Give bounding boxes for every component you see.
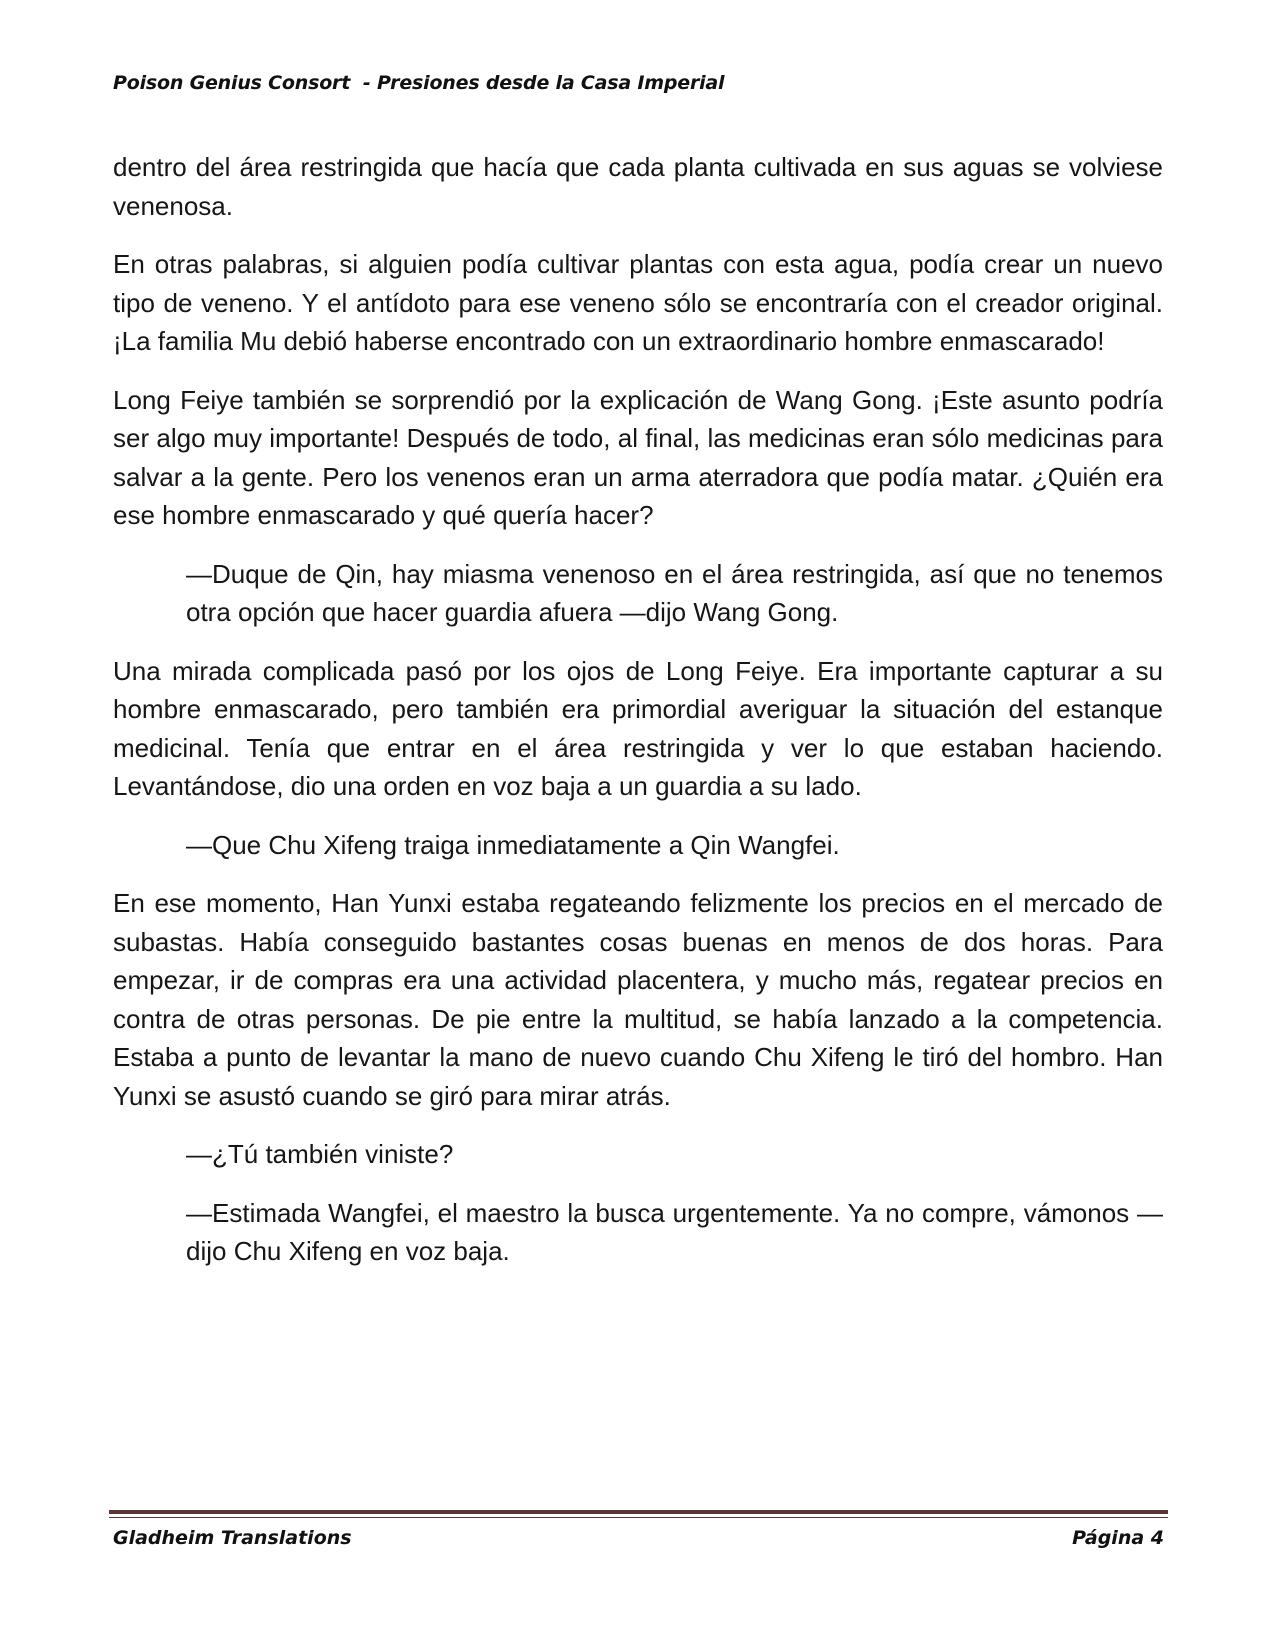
paragraph: En ese momento, Han Yunxi estaba regateando felizmente los precios en el mercado de subastas. Había conseguido bastantes cosas buenas en menos de dos horas. Para empezar, ir de compras era una actividad placentera, y mucho más, regatear precios en contra de otras personas. De pie entre la multitud, se había lanzado a la competencia. Estaba a punto de levantar la mano de nuevo cuando Chu Xifeng le tiró del hombro. Han Yunxi se asustó cuando se giró para mirar atrás. <box>113 888 1163 1111</box>
paragraph: Long Feiye también se sorprendió por la explicación de Wang Gong. ¡Este asunto podría ser algo muy importante! Después de todo, al final, las medicinas eran sólo medicinas para salvar a la gente. Pero los venenos eran un arma aterradora que podía matar. ¿Quién era ese hombre enmascarado y qué quería hacer? <box>113 384 1163 530</box>
footer-publisher: Gladheim Translations <box>113 1527 352 1549</box>
page-header-title: Poison Genius Consort - Presiones desde la Casa Imperial <box>113 72 725 94</box>
dialogue-paragraph: —Duque de Qin, hay miasma venenoso en el área restringida, así que no tenemos otra opción que hacer guardia afuera —dijo Wang Gong. <box>186 558 1163 627</box>
paragraph: Una mirada complicada pasó por los ojos de Long Feiye. Era importante capturar a su hombre enmascarado, pero también era primordial averiguar la situación del estanque medicinal. Tenía que entrar en el área restringida y ver lo que estaban haciendo. Levantándose, dio una orden en voz baja a un guardia a su lado. <box>113 655 1163 801</box>
dialogue-paragraph: —Estimada Wangfei, el maestro la busca urgentemente. Ya no compre, vámonos —dijo Chu Xifeng en voz baja. <box>186 1197 1163 1266</box>
footer-divider <box>109 1510 1168 1514</box>
dialogue-paragraph: —Que Chu Xifeng traiga inmediatamente a Qin Wangfei. <box>186 829 840 860</box>
dialogue-paragraph: —¿Tú también viniste? <box>186 1139 454 1169</box>
paragraph: dentro del área restringida que hacía que cada planta cultivada en sus aguas se volviese venenosa. <box>113 152 1163 221</box>
paragraph: En otras palabras, si alguien podía cultivar plantas con esta agua, podía crear un nuevo tipo de veneno. Y el antídoto para ese veneno sólo se encontraría con el creador original. ¡La familia Mu debió haberse encontrado con un extraordinario hombre enmascarado! <box>113 249 1163 356</box>
document-body <box>113 148 1163 1291</box>
footer-page-number: Página 4 <box>1072 1527 1164 1549</box>
footer-divider-thin <box>109 1517 1168 1518</box>
